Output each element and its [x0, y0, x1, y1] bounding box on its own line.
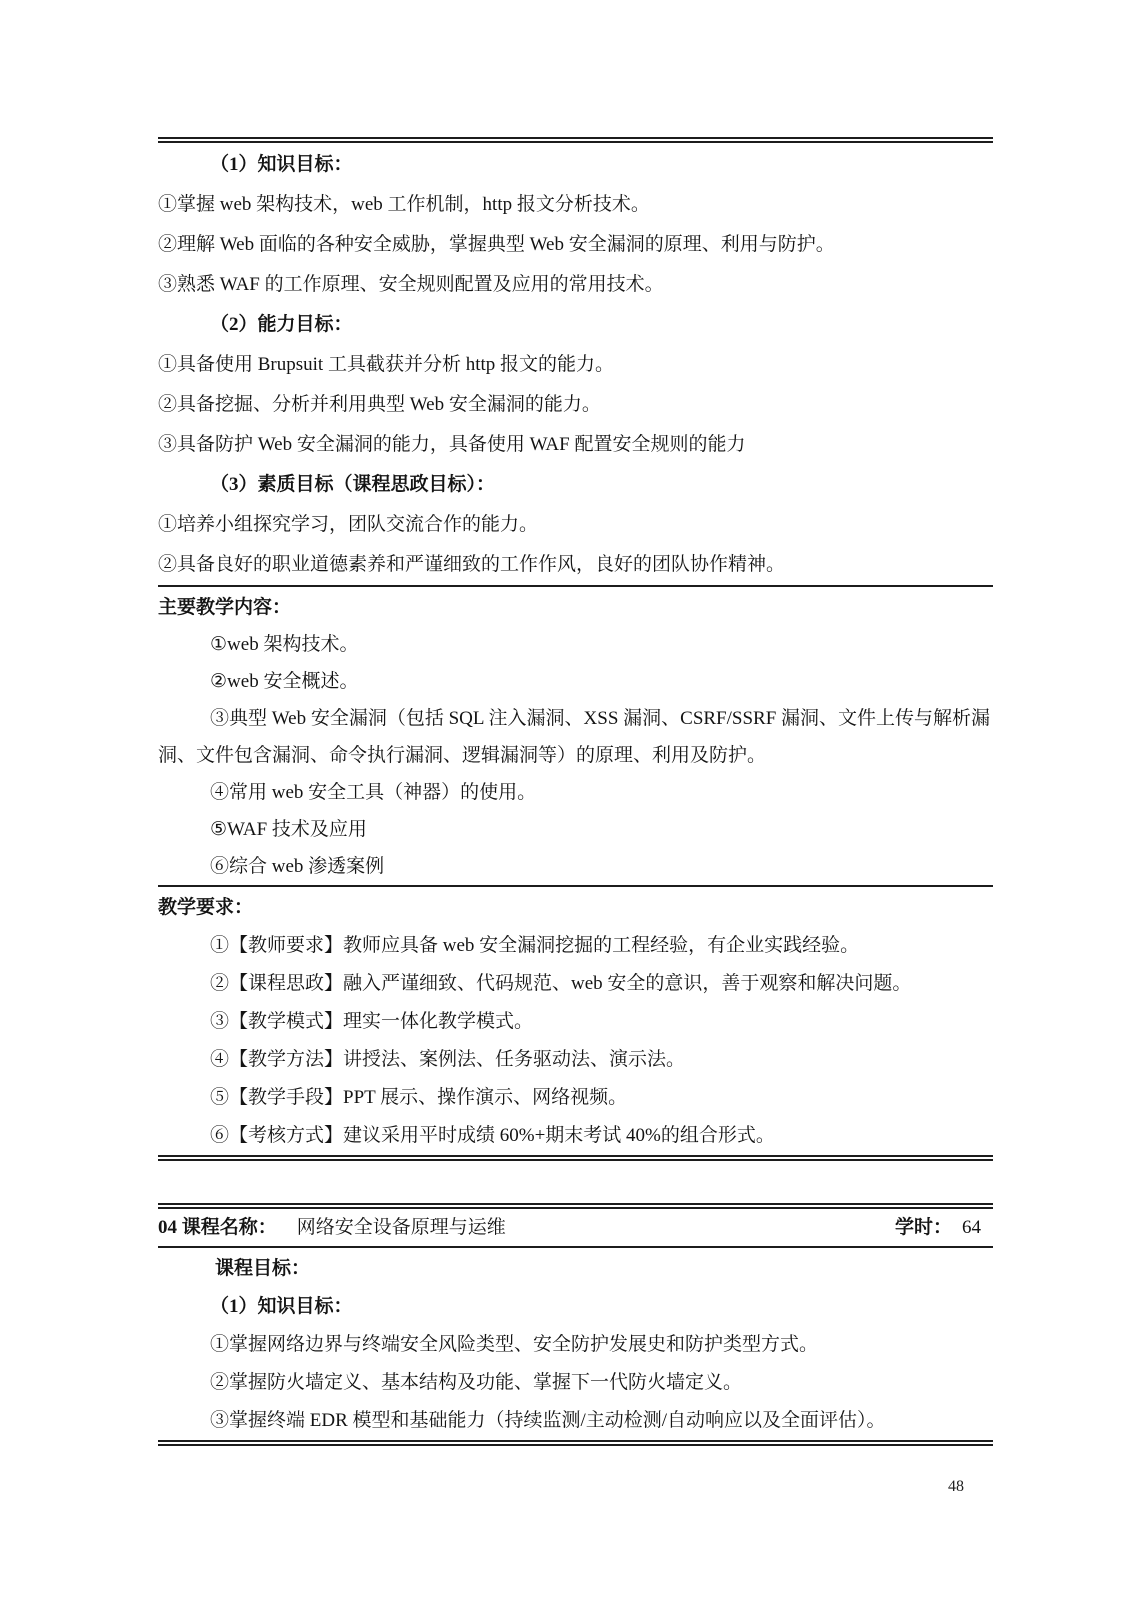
ability-objectives-heading: （2）能力目标： — [210, 314, 353, 335]
course-objectives-section — [158, 1248, 993, 1440]
objective-item: ③具备防护 Web 安全漏洞的能力，具备使用 WAF 配置安全规则的能力 — [158, 434, 746, 455]
teaching-requirements-section — [158, 887, 993, 1155]
teaching-content-item: ③典型 Web 安全漏洞（包括 SQL 注入漏洞、XSS 漏洞、CSRF/SSRF 漏洞、文件上传与解析漏洞、文件包含漏洞、命令执行漏洞、逻辑漏洞等）的原理、利用及防护。 — [158, 708, 991, 766]
objective-item: ①具备使用 Brupsuit 工具截获并分析 http 报文的能力。 — [158, 354, 615, 375]
teaching-content-item: ①web 架构技术。 — [210, 634, 359, 655]
objective-item: ②理解 Web 面临的各种安全威胁，掌握典型 Web 安全漏洞的原理、利用与防护。 — [158, 234, 835, 255]
objective-item: ①培养小组探究学习，团队交流合作的能力。 — [158, 514, 539, 535]
objective-item: ②掌握防火墙定义、基本结构及功能、掌握下一代防火墙定义。 — [210, 1372, 743, 1393]
teaching-content-heading: 主要教学内容： — [158, 597, 292, 618]
table2-bottom-border — [158, 1440, 993, 1446]
page-number: 48 — [948, 1478, 964, 1495]
teaching-content-item: ②web 安全概述。 — [210, 671, 359, 692]
knowledge-objectives-heading: （1）知识目标： — [210, 1296, 353, 1317]
teaching-requirement-item: ⑤【教学手段】PPT 展示、操作演示、网络视频。 — [210, 1087, 628, 1108]
objective-item: ①掌握网络边界与终端安全风险类型、安全防护发展史和防护类型方式。 — [210, 1334, 819, 1355]
course-hours-cell — [895, 1209, 981, 1246]
teaching-requirement-item: ①【教师要求】教师应具备 web 安全漏洞挖掘的工程经验，有企业实践经验。 — [210, 935, 860, 956]
quality-objectives-heading: （3）素质目标（课程思政目标）： — [210, 474, 496, 495]
table-gap — [158, 1161, 993, 1203]
course-header-row — [158, 1209, 993, 1246]
course-name: 网络安全设备原理与运维 — [296, 1217, 506, 1238]
teaching-requirement-item: ④【教学方法】讲授法、案例法、任务驱动法、演示法。 — [210, 1049, 686, 1070]
objective-item: ①掌握 web 架构技术，web 工作机制，http 报文分析技术。 — [158, 194, 650, 215]
page-content — [158, 137, 993, 1446]
teaching-requirement-item: ⑥【考核方式】建议采用平时成绩 60%+期末考试 40%的组合形式。 — [210, 1125, 775, 1146]
teaching-requirement-item: ③【教学模式】理实一体化教学模式。 — [210, 1011, 534, 1032]
objective-item: ②具备良好的职业道德素养和严谨细致的工作作风，良好的团队协作精神。 — [158, 554, 786, 575]
teaching-content-item: ④常用 web 安全工具（神器）的使用。 — [210, 782, 537, 803]
course-number-label: 04 课程名称： — [158, 1217, 277, 1238]
hours-label: 学时： — [894, 1217, 952, 1238]
course-objectives-continued-section — [158, 143, 993, 585]
teaching-requirements-heading: 教学要求： — [158, 897, 254, 918]
objective-item: ②具备挖掘、分析并利用典型 Web 安全漏洞的能力。 — [158, 394, 601, 415]
knowledge-objectives-heading: （1）知识目标： — [210, 154, 353, 175]
teaching-content-item: ⑥综合 web 渗透案例 — [210, 856, 385, 877]
teaching-requirement-item: ②【课程思政】融入严谨细致、代码规范、web 安全的意识，善于观察和解决问题。 — [210, 973, 912, 994]
teaching-content-item: ⑤WAF 技术及应用 — [210, 819, 367, 840]
course-objectives-heading: 课程目标： — [215, 1258, 311, 1279]
teaching-content-section — [158, 587, 993, 885]
hours-value: 64 — [962, 1217, 981, 1238]
course-name-cell — [158, 1209, 506, 1246]
objective-item: ③熟悉 WAF 的工作原理、安全规则配置及应用的常用技术。 — [158, 274, 664, 295]
objective-item: ③掌握终端 EDR 模型和基础能力（持续监测/主动检测/自动响应以及全面评估）。 — [210, 1410, 886, 1431]
